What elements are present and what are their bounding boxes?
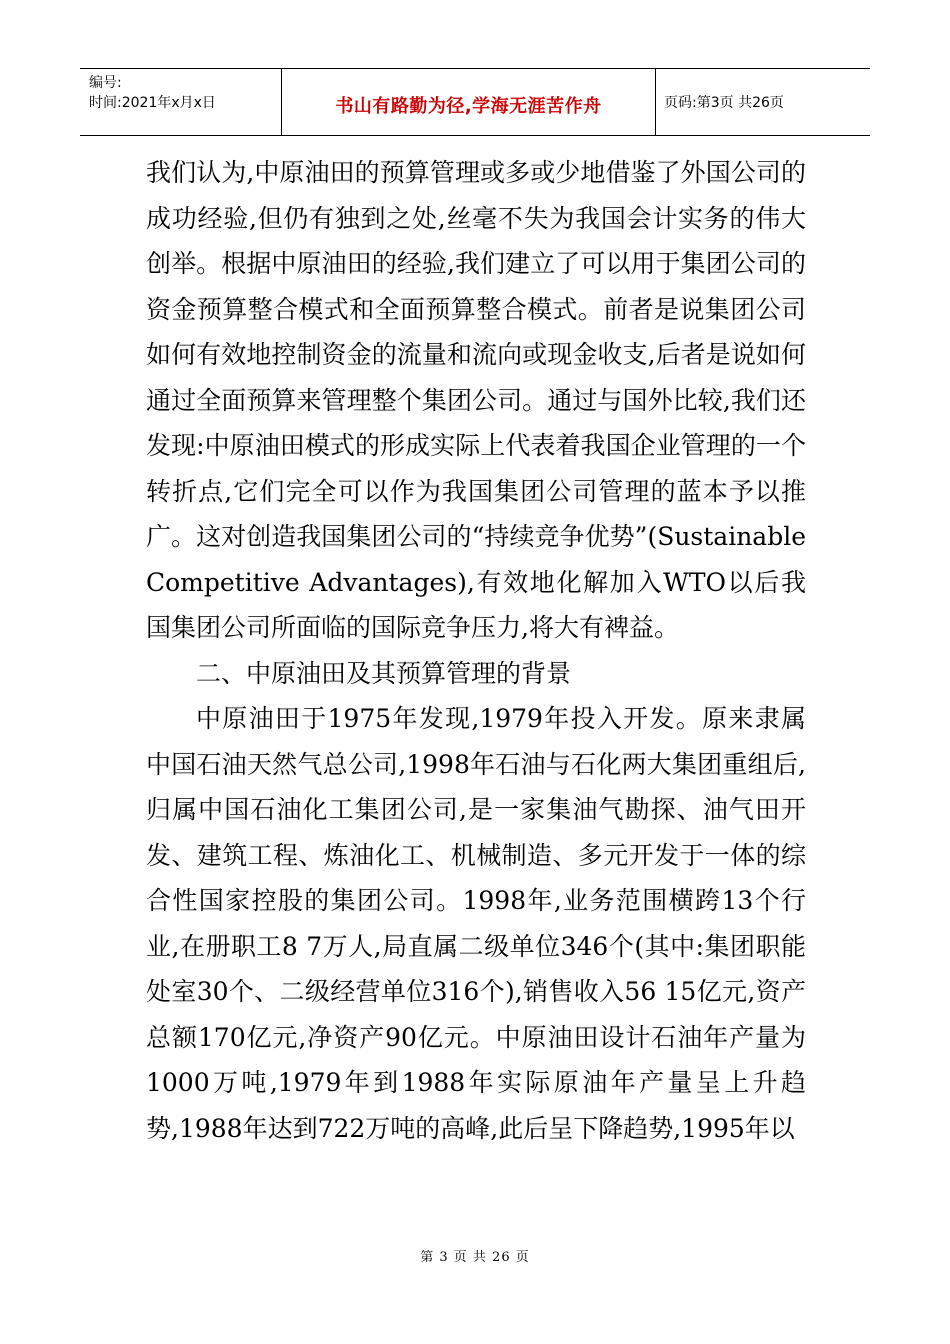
header-page-info: 页码:第3页 共26页	[664, 95, 784, 111]
section-heading: 二、中原油田及其预算管理的背景	[196, 658, 572, 688]
body-paragraph: 我们认为,中原油田的预算管理或多或少地借鉴了外国公司的成功经验,但仍有独到之处,丝毫不失为我国会计实务的伟大创举。根据中原油田的经验,我们建立了可以用于集团公司的资金预算整合模式和全面预算整合模式。前者是说集团公司如何有效地控制资金的流量和流向或现金收支,后者是说如何通过全面预算来管理整个集团公司。通过与国外比较,我们还发现:中原油田模式的形成实际上代表着我国企业管理的一个转折点,它们完全可以作为我国集团公司管理的蓝本予以推广。这对创造我国集团公司的“持续竞争优势”(Sustainable Competitive Advantages),有效地化解加入WTO以后我国集团公司所面临的国际竞争压力,将大有裨益。	[146, 158, 806, 642]
document-header	[80, 68, 870, 136]
page-footer: 第 3 页 共 26 页	[420, 1250, 530, 1265]
header-motto: 书山有路勤为径,学海无涯苦作舟	[282, 69, 656, 135]
body-paragraph: 中原油田于1975年发现,1979年投入开发。原来隶属中国石油天然气总公司,1998年石油与石化两大集团重组后,归属中国石油化工集团公司,是一家集油气勘探、油气田开发、建筑工程、炼油化工、机械制造、多元开发于一体的综合性国家控股的集团公司。1998年,业务范围横跨13个行业,在册职工8 7万人,局直属二级单位346个(其中:集团职能处室30个、二级经营单位316个),销售收入56 15亿元,资产总额170亿元,净资产90亿元。中原油田设计石油年产量为1000万吨,1979年到1988年实际原油年产量呈上升趋势,1988年达到722万吨的高峰,此后呈下降趋势,1995年以	[146, 704, 806, 1143]
document-body	[146, 150, 806, 1151]
document-number-label: 编号:	[89, 75, 122, 91]
header-meta-cell	[80, 69, 282, 135]
document-time-label: 时间:2021年x月x日	[89, 95, 216, 111]
